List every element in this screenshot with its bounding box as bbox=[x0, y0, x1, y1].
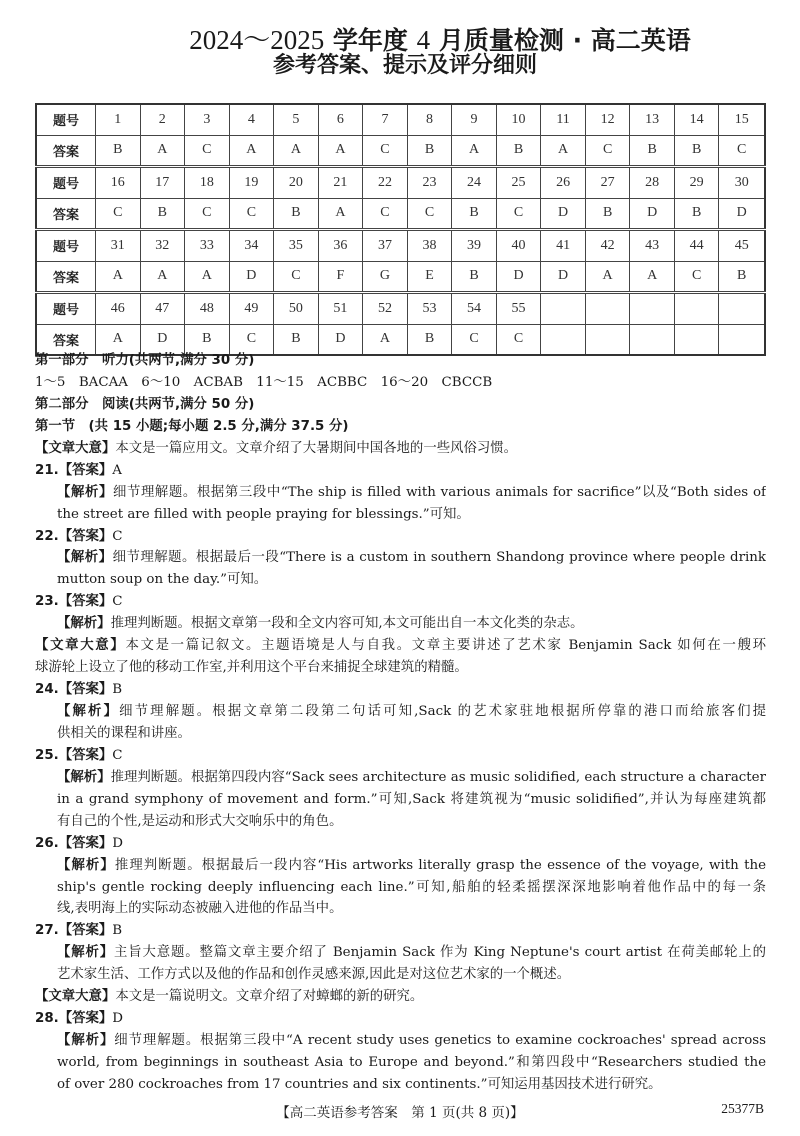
answer-cell: C bbox=[407, 198, 452, 230]
line-label: 【解析】 bbox=[57, 769, 111, 785]
text-line bbox=[35, 657, 766, 679]
answer-cell: A bbox=[140, 261, 185, 293]
text-line bbox=[35, 569, 766, 591]
question-number-cell: 45 bbox=[719, 230, 765, 262]
line-text: A bbox=[112, 462, 122, 478]
question-number-cell bbox=[674, 293, 719, 325]
answer-cell: A bbox=[318, 135, 363, 167]
question-number-cell bbox=[585, 293, 630, 325]
line-text: B bbox=[112, 682, 123, 698]
text-line bbox=[35, 701, 766, 723]
answer-cell: D bbox=[541, 261, 586, 293]
answer-cell: C bbox=[274, 261, 319, 293]
line-text: 细节理解题。根据最后一段“There is a custom in southern Shandong province where people drink bbox=[112, 550, 766, 566]
answer-cell: C bbox=[185, 135, 230, 167]
question-number-cell: 53 bbox=[407, 293, 452, 325]
question-number-cell: 38 bbox=[407, 230, 452, 262]
answer-cell: B bbox=[274, 324, 319, 355]
text-line bbox=[35, 1030, 766, 1052]
text-line bbox=[35, 635, 766, 657]
line-label: 26.【答案】 bbox=[35, 835, 113, 851]
text-line bbox=[35, 920, 766, 942]
text-line bbox=[35, 416, 766, 438]
question-number-cell: 17 bbox=[140, 167, 185, 199]
line-text: 本文是一篇记叙文。主题语境是人与自我。文章主要讲述了艺术家 Benjamin Sack 如何在一艘环 bbox=[125, 638, 766, 654]
question-number-row bbox=[36, 293, 765, 325]
page-footer: 【高二英语参考答案 第 1 页(共 8 页)】 bbox=[276, 1105, 524, 1121]
document-subtitle: 参考答案、提示及评分细则 bbox=[272, 53, 537, 78]
title-text: 学年度 bbox=[332, 26, 408, 55]
answer-cell: C bbox=[585, 135, 630, 167]
line-label: 第一部分 听力(共两节,满分 30 分) bbox=[35, 353, 255, 368]
question-number-cell: 51 bbox=[318, 293, 363, 325]
line-label: 23.【答案】 bbox=[35, 594, 113, 610]
answer-cell: E bbox=[407, 261, 452, 293]
answer-cell: B bbox=[674, 135, 719, 167]
answer-cell: C bbox=[674, 261, 719, 293]
answer-cell: A bbox=[585, 261, 630, 293]
line-label: 24.【答案】 bbox=[35, 682, 113, 698]
question-number-cell: 43 bbox=[630, 230, 675, 262]
question-number-cell: 36 bbox=[318, 230, 363, 262]
answer-cell: B bbox=[630, 135, 675, 167]
answer-table bbox=[35, 103, 766, 356]
line-label: 第二部分 阅读(共两节,满分 50 分) bbox=[35, 396, 255, 412]
answer-cell: B bbox=[407, 135, 452, 167]
line-text: 细节理解题。根据第三段中“A recent study uses genetics to examine cockroaches' spread across bbox=[114, 1033, 766, 1049]
text-line bbox=[35, 438, 766, 460]
answer-cell: D bbox=[140, 324, 185, 355]
answer-cell: A bbox=[274, 135, 319, 167]
text-line bbox=[35, 350, 766, 372]
question-number-cell: 14 bbox=[674, 104, 719, 135]
line-label: 【解析】 bbox=[57, 550, 113, 566]
answer-cell: A bbox=[96, 324, 141, 355]
text-line bbox=[35, 1074, 766, 1096]
question-number-cell: 46 bbox=[96, 293, 141, 325]
question-number-cell: 40 bbox=[496, 230, 541, 262]
line-text: 有自己的个性,是运动和形式大交响乐中的角色。 bbox=[57, 813, 343, 829]
line-text: ship's gentle rocking deeply influencing each line.”可知,船舶的轻柔摇摆深深地影响着他作品中的每一条 bbox=[57, 879, 766, 895]
question-number-cell: 42 bbox=[585, 230, 630, 262]
answer-cell: A bbox=[140, 135, 185, 167]
text-line bbox=[35, 613, 766, 635]
row-header: 答案 bbox=[36, 135, 96, 167]
line-label: 【解析】 bbox=[57, 1033, 115, 1049]
question-number-cell bbox=[541, 293, 586, 325]
answer-cell: C bbox=[719, 135, 765, 167]
line-label: 【解析】 bbox=[57, 857, 115, 873]
line-label: 第一节 (共 15 小题;每小题 2.5 分,满分 37.5 分) bbox=[35, 418, 349, 434]
line-label: 【文章大意】 bbox=[35, 638, 126, 654]
question-number-cell: 25 bbox=[496, 167, 541, 199]
question-number-cell: 31 bbox=[96, 230, 141, 262]
text-line bbox=[35, 460, 766, 482]
answer-cell: C bbox=[229, 324, 274, 355]
question-number-cell: 15 bbox=[719, 104, 765, 135]
question-number-row bbox=[36, 230, 765, 262]
question-number-cell: 34 bbox=[229, 230, 274, 262]
line-text: C bbox=[112, 747, 123, 763]
question-number-cell: 8 bbox=[407, 104, 452, 135]
title-text-2: 月质量检测 · 高二英语 bbox=[438, 26, 691, 55]
line-text: B bbox=[112, 923, 123, 939]
text-line bbox=[35, 394, 766, 416]
question-number-cell: 52 bbox=[363, 293, 408, 325]
answer-cell: A bbox=[630, 261, 675, 293]
text-line bbox=[35, 964, 766, 986]
question-number-cell: 35 bbox=[274, 230, 319, 262]
answer-cell: B bbox=[185, 324, 230, 355]
answer-explanations bbox=[35, 350, 766, 1096]
answer-cell: C bbox=[452, 324, 497, 355]
question-number-row bbox=[36, 104, 765, 135]
question-number-cell: 26 bbox=[541, 167, 586, 199]
row-header: 答案 bbox=[36, 261, 96, 293]
answer-cell: G bbox=[363, 261, 408, 293]
line-label: 【解析】 bbox=[57, 616, 111, 632]
question-number-cell: 4 bbox=[229, 104, 274, 135]
row-header: 题号 bbox=[36, 230, 96, 262]
line-text: C bbox=[112, 594, 123, 610]
line-label: 28.【答案】 bbox=[35, 1011, 113, 1027]
line-label: 25.【答案】 bbox=[35, 747, 113, 763]
answer-cell: B bbox=[274, 198, 319, 230]
text-line bbox=[35, 504, 766, 526]
row-header: 答案 bbox=[36, 324, 96, 355]
text-line bbox=[35, 767, 766, 789]
answer-cell: C bbox=[96, 198, 141, 230]
line-text: 本文是一篇应用文。文章介绍了大暑期间中国各地的一些风俗习惯。 bbox=[115, 440, 518, 456]
question-number-cell: 27 bbox=[585, 167, 630, 199]
question-number-cell: 10 bbox=[496, 104, 541, 135]
question-number-cell: 28 bbox=[630, 167, 675, 199]
answer-cell: A bbox=[452, 135, 497, 167]
question-number-cell: 3 bbox=[185, 104, 230, 135]
answer-cell: D bbox=[630, 198, 675, 230]
text-line bbox=[35, 877, 766, 899]
text-line bbox=[35, 723, 766, 745]
line-text: world, from beginnings in southeast Asia to Europe and beyond.”和第四段中“Researchers studied the bbox=[57, 1055, 766, 1070]
question-number-cell: 54 bbox=[452, 293, 497, 325]
question-number-cell: 7 bbox=[363, 104, 408, 135]
line-text: 本文是一篇说明文。文章介绍了对蟑螂的新的研究。 bbox=[115, 989, 424, 1005]
answer-cell: C bbox=[229, 198, 274, 230]
question-number-cell: 5 bbox=[274, 104, 319, 135]
question-number-cell: 22 bbox=[363, 167, 408, 199]
question-number-cell: 50 bbox=[274, 293, 319, 325]
text-line bbox=[35, 942, 766, 964]
answer-row bbox=[36, 261, 765, 293]
answer-cell: A bbox=[229, 135, 274, 167]
text-line bbox=[35, 1008, 766, 1030]
question-number-cell: 6 bbox=[318, 104, 363, 135]
line-label: 【解析】 bbox=[57, 704, 120, 719]
text-line bbox=[35, 986, 766, 1008]
title-years: 2024～2025 bbox=[189, 25, 325, 55]
answer-cell: A bbox=[96, 261, 141, 293]
answer-cell: B bbox=[674, 198, 719, 230]
answer-cell: B bbox=[496, 135, 541, 167]
question-number-cell: 16 bbox=[96, 167, 141, 199]
text-line bbox=[35, 833, 766, 855]
answer-row bbox=[36, 135, 765, 167]
text-line bbox=[35, 372, 766, 394]
line-text: 推理判断题。根据第四段内容“Sack sees architecture as music solidified, each structure a character bbox=[110, 769, 766, 785]
line-text: 主旨大意题。整篇文章主要介绍了 Benjamin Sack 作为 King Neptune's court artist 在荷美邮轮上的 bbox=[114, 945, 766, 961]
question-number-cell: 2 bbox=[140, 104, 185, 135]
line-text: 推理判断题。根据最后一段内容“His artworks literally grasp the essence of the voyage, with the bbox=[114, 857, 766, 873]
question-number-cell: 11 bbox=[541, 104, 586, 135]
answer-cell: B bbox=[719, 261, 765, 293]
question-number-cell: 32 bbox=[140, 230, 185, 262]
line-label: 【文章大意】 bbox=[35, 440, 116, 456]
question-number-cell: 29 bbox=[674, 167, 719, 199]
line-text: C bbox=[112, 528, 123, 544]
line-text: 供相关的课程和讲座。 bbox=[57, 725, 191, 741]
line-text: 线,表明海上的实际动态被融入进他的作品当中。 bbox=[57, 901, 343, 917]
answer-cell: D bbox=[496, 261, 541, 293]
answer-cell: C bbox=[496, 198, 541, 230]
question-number-cell: 1 bbox=[96, 104, 141, 135]
answer-cell: A bbox=[185, 261, 230, 293]
answer-cell: D bbox=[318, 324, 363, 355]
text-line bbox=[35, 679, 766, 701]
line-text: 球游轮上设立了他的移动工作室,并利用这个平台来捕捉全球建筑的精髓。 bbox=[35, 660, 468, 676]
text-line bbox=[35, 547, 766, 569]
question-number-row bbox=[36, 167, 765, 199]
line-label: 27.【答案】 bbox=[35, 923, 113, 939]
row-header: 题号 bbox=[36, 167, 96, 199]
text-line bbox=[35, 1052, 766, 1074]
text-line bbox=[35, 745, 766, 767]
line-label: 22.【答案】 bbox=[35, 528, 113, 544]
row-header: 题号 bbox=[36, 293, 96, 325]
question-number-cell: 55 bbox=[496, 293, 541, 325]
text-line bbox=[35, 591, 766, 613]
line-label: 21.【答案】 bbox=[35, 462, 113, 478]
text-line bbox=[35, 526, 766, 548]
answer-cell: C bbox=[185, 198, 230, 230]
answer-cell: A bbox=[318, 198, 363, 230]
line-text: the street are filled with people praying for blessings.”可知。 bbox=[57, 506, 470, 522]
line-label: 【文章大意】 bbox=[35, 989, 116, 1005]
answer-cell: A bbox=[363, 324, 408, 355]
question-number-cell: 19 bbox=[229, 167, 274, 199]
question-number-cell: 33 bbox=[185, 230, 230, 262]
question-number-cell: 21 bbox=[318, 167, 363, 199]
text-line bbox=[35, 811, 766, 833]
question-number-cell: 30 bbox=[719, 167, 765, 199]
answer-cell: C bbox=[496, 324, 541, 355]
question-number-cell: 41 bbox=[541, 230, 586, 262]
text-line bbox=[35, 789, 766, 811]
row-header: 题号 bbox=[36, 104, 96, 135]
question-number-cell: 47 bbox=[140, 293, 185, 325]
answer-cell: D bbox=[541, 198, 586, 230]
answer-cell: B bbox=[407, 324, 452, 355]
answer-cell: B bbox=[96, 135, 141, 167]
answer-cell: B bbox=[585, 198, 630, 230]
answer-cell: B bbox=[452, 198, 497, 230]
question-number-cell: 9 bbox=[452, 104, 497, 135]
question-number-cell: 13 bbox=[630, 104, 675, 135]
answer-cell: D bbox=[229, 261, 274, 293]
answer-cell: A bbox=[541, 135, 586, 167]
answer-cell: B bbox=[452, 261, 497, 293]
line-label: 【解析】 bbox=[57, 484, 113, 500]
question-number-cell: 37 bbox=[363, 230, 408, 262]
line-label: 【解析】 bbox=[57, 945, 114, 961]
row-header: 答案 bbox=[36, 198, 96, 230]
question-number-cell bbox=[630, 293, 675, 325]
answer-cell: F bbox=[318, 261, 363, 293]
text-line bbox=[35, 482, 766, 504]
question-number-cell: 12 bbox=[585, 104, 630, 135]
answer-cell: C bbox=[363, 135, 408, 167]
line-text: 细节理解题。根据第三段中“The ship is filled with various animals for sacrifice”以及“Both sides of bbox=[112, 484, 766, 500]
line-text: in a grand symphony of movement and form.”可知,Sack 将建筑视为“music solidified”,并认为每座建筑都 bbox=[57, 791, 766, 807]
question-number-cell: 23 bbox=[407, 167, 452, 199]
answer-cell: B bbox=[140, 198, 185, 230]
answer-row bbox=[36, 198, 765, 230]
question-number-cell: 48 bbox=[185, 293, 230, 325]
line-text: 1～5 BACAA 6～10 ACBAB 11～15 ACBBC 16～20 CBCCB bbox=[35, 374, 493, 390]
question-number-cell: 49 bbox=[229, 293, 274, 325]
question-number-cell: 18 bbox=[185, 167, 230, 199]
line-text: of over 280 cockroaches from 17 countries and six continents.”可知运用基因技术进行研究。 bbox=[57, 1076, 662, 1092]
answer-cell: C bbox=[363, 198, 408, 230]
title-month: 4 bbox=[416, 25, 431, 55]
line-text: D bbox=[112, 835, 124, 851]
question-number-cell: 39 bbox=[452, 230, 497, 262]
answer-cell: D bbox=[719, 198, 765, 230]
question-number-cell bbox=[719, 293, 765, 325]
text-line bbox=[35, 855, 766, 877]
line-text: 推理判断题。根据文章第一段和全文内容可知,本文可能出自一本文化类的杂志。 bbox=[110, 616, 584, 632]
question-number-cell: 24 bbox=[452, 167, 497, 199]
question-number-cell: 20 bbox=[274, 167, 319, 199]
line-text: D bbox=[112, 1011, 124, 1027]
line-text: 细节理解题。根据文章第二段第二句话可知,Sack 的艺术家驻地根据所停靠的港口而给旅客们提 bbox=[119, 704, 766, 719]
text-line bbox=[35, 898, 766, 920]
line-text: 艺术家生活、工作方式以及他的作品和创作灵感来源,因此是对这位艺术家的一个概述。 bbox=[57, 967, 571, 983]
question-number-cell: 44 bbox=[674, 230, 719, 262]
line-text: mutton soup on the day.”可知。 bbox=[57, 572, 268, 588]
document-code: 25377B bbox=[721, 1101, 764, 1116]
